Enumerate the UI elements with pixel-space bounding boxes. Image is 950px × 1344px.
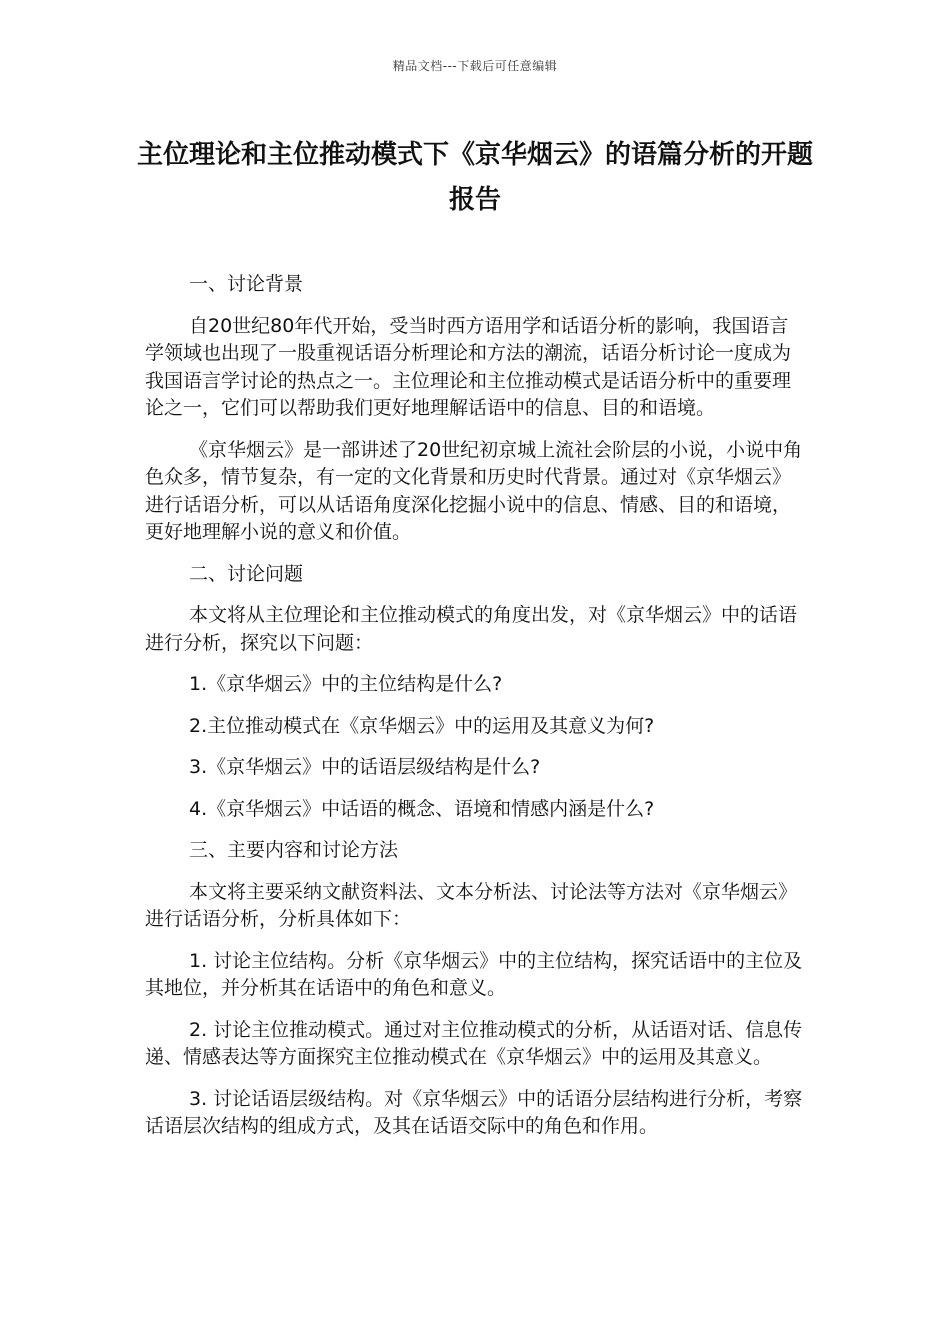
paragraph: 1. 讨论主位结构。分析《京华烟云》中的主位结构，探究话语中的主位及其地位，并分析其在话语中的角色和意义。 bbox=[145, 949, 803, 999]
section-heading: 三、主要内容和讨论方法 bbox=[189, 839, 399, 861]
list-item: 1.《京华烟云》中的主位结构是什么? bbox=[189, 673, 503, 695]
list-item: 2.主位推动模式在《京华烟云》中的运用及其意义为何? bbox=[189, 714, 655, 737]
paragraph: 本文将主要采纳文献资料法、文本分析法、讨论法等方法对《京华烟云》进行话语分析，分析具体如下： bbox=[145, 880, 798, 930]
paragraph: 自20世纪80年代开始，受当时西方语用学和话语分析的影响，我国语言学领域也出现了一股重视话语分析理论和方法的潮流，话语分析讨论一度成为我国语言学讨论的热点之一。主位理论和主位推动模式是话语分析中的重要理论之一，它们可以帮助我们更好地理解话语中的信息、目的和语境。 bbox=[145, 314, 792, 419]
document-body bbox=[145, 271, 805, 1155]
page-header: 精品文档---下载后可任意编辑 bbox=[392, 59, 558, 73]
section-heading: 二、讨论问题 bbox=[189, 562, 304, 585]
paragraph: 本文将从主位理论和主位推动模式的角度出发，对《京华烟云》中的话语进行分析，探究以下问题： bbox=[145, 604, 798, 654]
document-title: 主位理论和主位推动模式下《京华烟云》的语篇分析的开题报告 bbox=[136, 140, 813, 215]
list-item: 3.《京华烟云》中的话语层级结构是什么? bbox=[189, 756, 541, 778]
paragraph: 3. 讨论话语层级结构。对《京华烟云》中的话语分层结构进行分析，考察话语层次结构的组成方式，及其在话语交际中的角色和作用。 bbox=[145, 1087, 803, 1137]
paragraph: 2. 讨论主位推动模式。通过对主位推动模式的分析，从话语对话、信息传递、情感表达等方面探究主位推动模式在《京华烟云》中的运用及其意义。 bbox=[145, 1018, 803, 1068]
paragraph: 《京华烟云》是一部讲述了20世纪初京城上流社会阶层的小说，小说中角色众多，情节复杂，有一定的文化背景和历史时代背景。通过对《京华烟云》进行话语分析，可以从话语角度深化挖掘小说中的信息、情感、目的和语境，更好地理解小说的意义和价值。 bbox=[145, 438, 803, 543]
list-item: 4.《京华烟云》中话语的概念、语境和情感内涵是什么? bbox=[189, 797, 655, 820]
section-heading: 一、讨论背景 bbox=[189, 273, 304, 295]
